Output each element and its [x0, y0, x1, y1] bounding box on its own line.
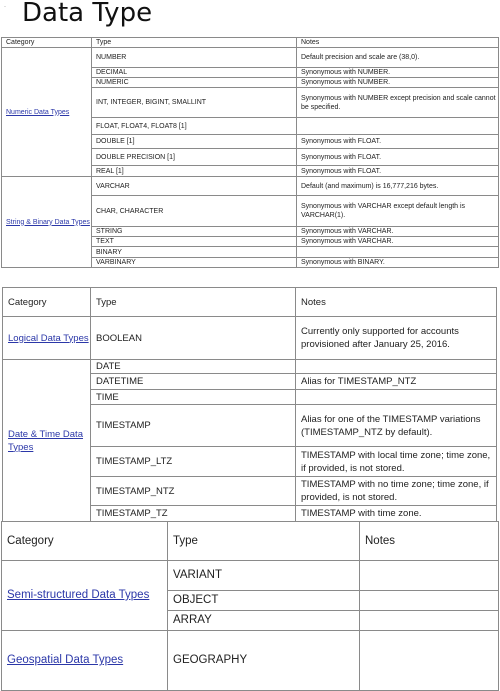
category-link-string-binary[interactable]: String & Binary Data Types — [6, 218, 90, 226]
type-cell: TIMESTAMP_TZ — [91, 506, 296, 522]
header-type: Type — [168, 522, 360, 561]
notes-cell: Synonymous with FLOAT. — [297, 166, 499, 177]
notes-cell: Synonymous with FLOAT. — [297, 135, 499, 149]
notes-cell: Default precision and scale are (38,0). — [297, 48, 499, 68]
data-type-table-3 — [1, 521, 499, 691]
type-cell: VARCHAR — [92, 177, 297, 196]
category-link-date-time[interactable]: Date & Time Data Types — [8, 428, 83, 453]
table-row — [2, 177, 499, 196]
type-cell: FLOAT, FLOAT4, FLOAT8 [1] — [92, 118, 297, 135]
type-cell: TIMESTAMP_LTZ — [91, 447, 296, 477]
table-row — [3, 360, 497, 374]
type-cell: GEOGRAPHY — [168, 631, 360, 691]
notes-cell: TIMESTAMP with time zone. — [296, 506, 497, 522]
type-cell: DOUBLE PRECISION [1] — [92, 149, 297, 166]
category-cell — [2, 631, 168, 691]
category-link-semi-structured[interactable]: Semi-structured Data Types — [7, 589, 150, 601]
type-cell: VARBINARY — [92, 258, 297, 268]
table-header-row — [2, 522, 499, 561]
type-cell: DATE — [91, 360, 296, 374]
table-header-row — [3, 288, 497, 317]
header-category: Category — [2, 522, 168, 561]
category-cell — [2, 48, 92, 177]
type-cell: TEXT — [92, 237, 297, 247]
type-cell: OBJECT — [168, 591, 360, 611]
data-type-table-2 — [2, 287, 497, 522]
type-cell: DECIMAL — [92, 68, 297, 78]
notes-cell: Synonymous with NUMBER except precision and scale cannot be specified. — [297, 88, 499, 118]
notes-cell: Alias for TIMESTAMP_NTZ — [296, 374, 497, 390]
table-row — [2, 561, 499, 591]
notes-cell: Synonymous with VARCHAR except default length is VARCHAR(1). — [297, 196, 499, 227]
header-category: Category — [2, 38, 92, 48]
notes-cell — [360, 631, 499, 691]
header-notes: Notes — [296, 288, 497, 317]
type-cell: TIMESTAMP — [91, 405, 296, 447]
type-cell: BINARY — [92, 247, 297, 258]
table-row — [3, 317, 497, 360]
category-cell — [2, 561, 168, 631]
type-cell: INT, INTEGER, BIGINT, SMALLINT — [92, 88, 297, 118]
type-cell: NUMBER — [92, 48, 297, 68]
notes-cell — [296, 390, 497, 405]
type-cell: BOOLEAN — [91, 317, 296, 360]
type-cell: STRING — [92, 227, 297, 237]
type-cell: TIME — [91, 390, 296, 405]
notes-cell: Synonymous with BINARY. — [297, 258, 499, 268]
type-cell: CHAR, CHARACTER — [92, 196, 297, 227]
notes-cell: Currently only supported for accounts provisioned after January 25, 2016. — [296, 317, 497, 360]
header-notes: Notes — [297, 38, 499, 48]
notes-cell: Synonymous with VARCHAR. — [297, 237, 499, 247]
notes-cell: Synonymous with FLOAT. — [297, 149, 499, 166]
category-link-numeric[interactable]: Numeric Data Types — [6, 108, 70, 116]
type-cell: DOUBLE [1] — [92, 135, 297, 149]
notes-cell: TIMESTAMP with local time zone; time zone, if provided, is not stored. — [296, 447, 497, 477]
notes-cell: Default (and maximum) is 16,777,216 bytes. — [297, 177, 499, 196]
notes-cell: Synonymous with VARCHAR. — [297, 227, 499, 237]
header-type: Type — [91, 288, 296, 317]
type-cell: ARRAY — [168, 611, 360, 631]
notes-cell: TIMESTAMP with no time zone; time zone, if provided, is not stored. — [296, 477, 497, 506]
category-cell — [2, 177, 92, 268]
header-category: Category — [3, 288, 91, 317]
type-cell: VARIANT — [168, 561, 360, 591]
notes-cell — [360, 611, 499, 631]
notes-cell — [297, 247, 499, 258]
data-type-table-1 — [1, 37, 499, 268]
corner-dot: · — [4, 4, 6, 10]
header-notes: Notes — [360, 522, 499, 561]
type-cell: NUMERIC — [92, 78, 297, 88]
table-header-row — [2, 38, 499, 48]
type-cell: REAL [1] — [92, 166, 297, 177]
category-link-geospatial[interactable]: Geospatial Data Types — [7, 654, 124, 666]
notes-cell: Synonymous with NUMBER. — [297, 78, 499, 88]
type-cell: TIMESTAMP_NTZ — [91, 477, 296, 506]
type-cell: DATETIME — [91, 374, 296, 390]
header-type: Type — [92, 38, 297, 48]
table-row — [2, 631, 499, 691]
page-title: Data Type — [22, 0, 153, 28]
notes-cell — [297, 118, 499, 135]
notes-cell: Alias for one of the TIMESTAMP variations (TIMESTAMP_NTZ by default). — [296, 405, 497, 447]
notes-cell: Synonymous with NUMBER. — [297, 68, 499, 78]
notes-cell — [360, 591, 499, 611]
notes-cell — [296, 360, 497, 374]
category-link-logical[interactable]: Logical Data Types — [8, 332, 89, 344]
table-row — [2, 48, 499, 68]
category-cell — [3, 360, 91, 522]
category-cell — [3, 317, 91, 360]
notes-cell — [360, 561, 499, 591]
